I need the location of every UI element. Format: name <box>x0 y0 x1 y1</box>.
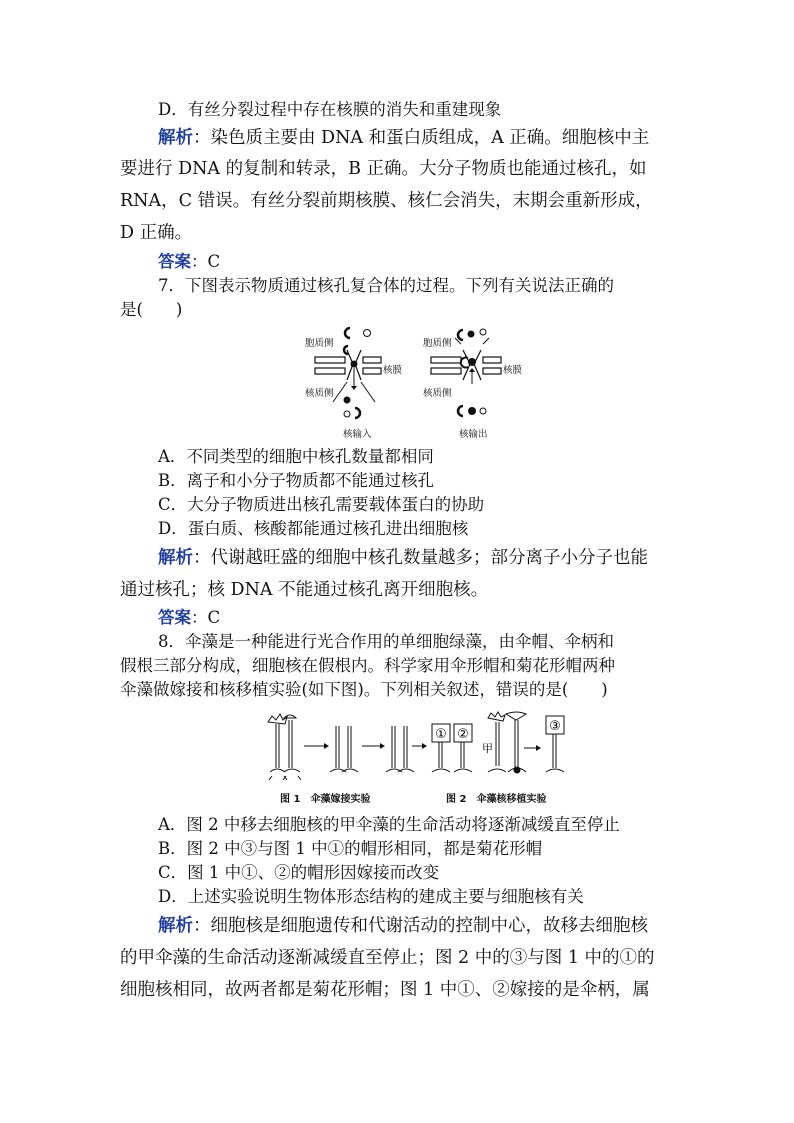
answer-value: ：C <box>191 608 221 627</box>
q8-analysis-line-2: 的甲伞藻的生命活动逐渐减缓直至停止；图 2 中的③与图 1 中的①的 <box>120 948 655 968</box>
q8-stem-line-2: 假根三部分构成，细胞核在假根内。科学家用伞形帽和菊花形帽两种 <box>120 656 615 675</box>
left-cytoplasm-label: 胞质侧 <box>305 338 334 349</box>
q7-analysis-line-2: 通过核孔；核 DNA 不能通过核孔离开细胞核。 <box>120 580 489 600</box>
q8-option-b: B．图 2 中③与图 1 中①的帽形相同，都是菊花形帽 <box>158 839 543 858</box>
analysis-text: ：染色质主要由 DNA 和蛋白质组成，A 正确。细胞核中主 <box>193 128 650 148</box>
left-membrane-label: 核膜 <box>383 365 403 376</box>
jia-label: 甲 <box>482 742 493 755</box>
q7-option-a: A．不同类型的细胞中核孔数量都相同 <box>158 447 434 466</box>
answer-value: ：C <box>191 252 221 271</box>
mark-2: ② <box>457 727 469 742</box>
grafting-experiment-diagram <box>268 714 324 780</box>
q7-option-c: C．大分子物质进出核孔需要载体蛋白的协助 <box>158 495 485 514</box>
nuclear-pore-figure <box>295 322 540 442</box>
q7-option-b: B．离子和小分子物质都不能通过核孔 <box>158 471 435 490</box>
q7-stem-line-2: 是( ) <box>120 300 183 319</box>
mark-3: ③ <box>549 719 561 734</box>
analysis-label: 解析 <box>158 548 193 568</box>
q6-option-d: D．有丝分裂过程中存在核膜的消失和重建现象 <box>158 100 502 119</box>
q6-analysis-line-4: D 正确。 <box>120 223 193 243</box>
q7-stem-line-1: 7．下图表示物质通过核孔复合体的过程。下列有关说法正确的 <box>158 276 614 295</box>
nuclear-import-diagram <box>305 328 403 440</box>
left-nucleoplasm-label: 核质侧 <box>305 388 334 399</box>
acetabularia-figure <box>262 708 572 810</box>
nuclear-export-diagram <box>423 329 523 440</box>
q7-option-d: D．蛋白质、核酸都能通过核孔进出细胞核 <box>158 519 469 538</box>
answer-label: 答案 <box>158 252 191 271</box>
answer-label: 答案 <box>158 608 191 627</box>
q6-analysis-line-1 <box>158 130 649 148</box>
q7-analysis-line-1 <box>158 550 648 568</box>
q8-option-c: C．图 1 中①、②的帽形因嫁接而改变 <box>158 863 440 882</box>
mark-1: ① <box>435 727 447 742</box>
q8-analysis-line-1 <box>158 918 648 936</box>
left-caption: 核输入 <box>343 429 372 440</box>
q8-analysis-line-3: 细胞核相同，故两者都是菊花形帽；图 1 中①、②嫁接的是伞柄，属 <box>120 980 650 1000</box>
analysis-text: ：代谢越旺盛的细胞中核孔数量越多；部分离子小分子也能 <box>193 548 648 568</box>
figure-2-caption: 图 2 伞藻核移植实验 <box>446 794 547 805</box>
q8-stem-line-3: 伞藻做嫁接和核移植实验(如下图)。下列相关叙述，错误的是( ) <box>120 680 608 699</box>
q7-answer <box>158 610 220 627</box>
q8-option-a: A．图 2 中移去细胞核的甲伞藻的生命活动将逐渐减缓直至停止 <box>158 815 620 834</box>
analysis-text: ：细胞核是细胞遗传和代谢活动的控制中心，故移去细胞核 <box>193 916 648 936</box>
q8-stem-line-1: 8．伞藻是一种能进行光合作用的单细胞绿藻，由伞帽、伞柄和 <box>158 632 614 651</box>
q8-option-d: D．上述实验说明生物体形态结构的建成主要与细胞核有关 <box>158 887 584 906</box>
analysis-label: 解析 <box>158 128 193 148</box>
right-nucleoplasm-label: 核质侧 <box>423 388 452 399</box>
right-caption: 核输出 <box>459 429 488 440</box>
figure-1-caption: 图 1 伞藻嫁接实验 <box>280 794 371 805</box>
analysis-label: 解析 <box>158 916 193 936</box>
right-cytoplasm-label: 胞质侧 <box>423 338 452 349</box>
q6-analysis-line-2: 要进行 DNA 的复制和转录，B 正确。大分子物质也能通过核孔，如 <box>120 159 647 179</box>
q6-answer <box>158 254 220 271</box>
q6-analysis-line-3: RNA，C 错误。有丝分裂前期核膜、核仁会消失，末期会重新形成， <box>120 191 653 211</box>
right-membrane-label: 核膜 <box>503 365 523 376</box>
